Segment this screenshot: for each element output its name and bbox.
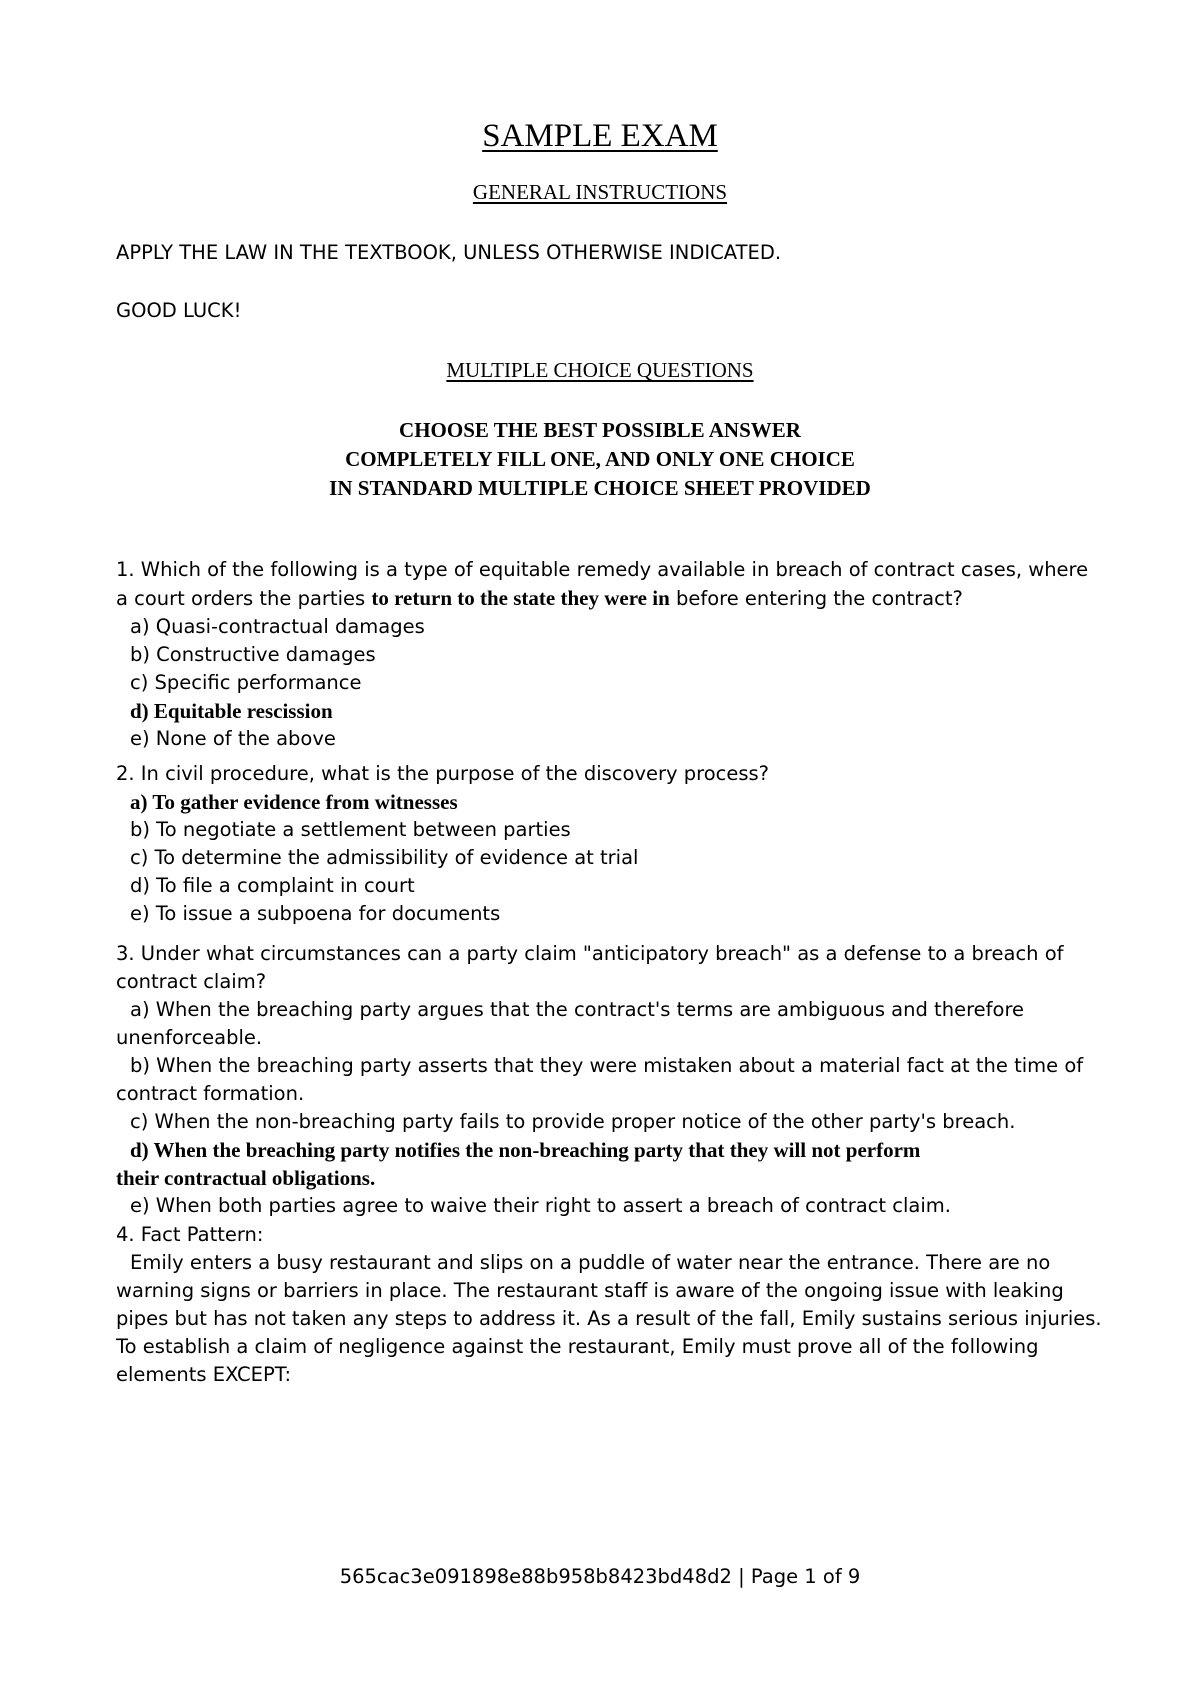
question-3-option-b-line-1: b) When the breaching party asserts that they were mistaken about a material fact at the time of: [130, 1054, 1084, 1077]
question-1-stem-emphasis: to return to the state they were in: [371, 586, 670, 610]
page-footer: 565cac3e091898e88b958b8423bd48d2 | Page 1 of 9: [339, 1565, 861, 1588]
question-4-heading: 4. Fact Pattern:: [116, 1223, 264, 1246]
question-2-option-d: d) To file a complaint in court: [130, 874, 415, 897]
instruction-line-2: COMPLETELY FILL ONE, AND ONLY ONE CHOICE: [345, 447, 855, 471]
question-1-option-c: c) Specific performance: [130, 671, 362, 694]
question-3-option-a-line-1: a) When the breaching party argues that the contract's terms are ambiguous and therefore: [130, 998, 1025, 1021]
question-3-stem-line-1: 3. Under what circumstances can a party claim "anticipatory breach" as a defense to a breach of: [116, 942, 1064, 965]
page-title: SAMPLE EXAM: [482, 118, 718, 154]
question-3-stem-line-2: contract claim?: [116, 970, 267, 993]
question-1-option-b: b) Constructive damages: [130, 643, 376, 666]
question-4-fact-line-1: Emily enters a busy restaurant and slips on a puddle of water near the entrance. There are no: [130, 1251, 1051, 1274]
multiple-choice-heading: MULTIPLE CHOICE QUESTIONS: [446, 358, 754, 382]
question-1-option-e: e) None of the above: [130, 727, 336, 750]
instruction-line-1: CHOOSE THE BEST POSSIBLE ANSWER: [399, 418, 801, 442]
question-3-option-d-line-2-correct: their contractual obligations.: [116, 1166, 376, 1190]
question-3-option-c: c) When the non-breaching party fails to provide proper notice of the other party's breach.: [130, 1110, 1016, 1133]
question-2: [116, 760, 1096, 928]
question-4-fact-line-4: To establish a claim of negligence against the restaurant, Emily must prove all of the following: [116, 1335, 1039, 1358]
question-2-stem: 2. In civil procedure, what is the purpose of the discovery process?: [116, 762, 770, 785]
question-3-option-a-line-2: unenforceable.: [116, 1026, 263, 1049]
question-3-option-b-line-2: contract formation.: [116, 1082, 305, 1105]
question-1-stem-text: a court orders the parties: [116, 587, 372, 610]
question-4-fact-line-5: elements EXCEPT:: [116, 1363, 292, 1386]
question-4-fact-line-3: pipes but has not taken any steps to address it. As a result of the fall, Emily sustains serious injuries.: [116, 1307, 1102, 1330]
general-instructions-heading: GENERAL INSTRUCTIONS: [472, 180, 728, 204]
question-1-stem-line-1: 1. Which of the following is a type of equitable remedy available in breach of contract cases, where: [116, 558, 1089, 581]
question-1-stem-line-2: [116, 584, 1096, 613]
question-1: [116, 556, 1096, 753]
question-1-stem-text-end: before entering the contract?: [669, 587, 963, 610]
question-4-fact-line-2: warning signs or barriers in place. The restaurant staff is aware of the ongoing issue with leaking: [116, 1279, 1064, 1302]
question-2-option-e: e) To issue a subpoena for documents: [130, 902, 501, 925]
question-2-option-a-correct: a) To gather evidence from witnesses: [130, 790, 458, 814]
question-4: [116, 1221, 1102, 1389]
question-2-option-b: b) To negotiate a settlement between parties: [130, 818, 571, 841]
question-2-option-c: c) To determine the admissibility of evidence at trial: [130, 846, 639, 869]
question-1-option-a: a) Quasi-contractual damages: [130, 615, 425, 638]
question-1-option-d-correct: d) Equitable rescission: [130, 699, 333, 723]
good-luck-text: GOOD LUCK!: [116, 299, 242, 322]
apply-law-instruction: APPLY THE LAW IN THE TEXTBOOK, UNLESS OTHERWISE INDICATED.: [116, 241, 782, 264]
question-3: [116, 940, 1096, 1220]
instruction-line-3: IN STANDARD MULTIPLE CHOICE SHEET PROVIDED: [329, 476, 871, 500]
question-3-option-e: e) When both parties agree to waive their right to assert a breach of contract claim.: [130, 1194, 951, 1217]
question-3-option-d-line-1-correct: d) When the breaching party notifies the non-breaching party that they will not perform: [130, 1138, 921, 1162]
